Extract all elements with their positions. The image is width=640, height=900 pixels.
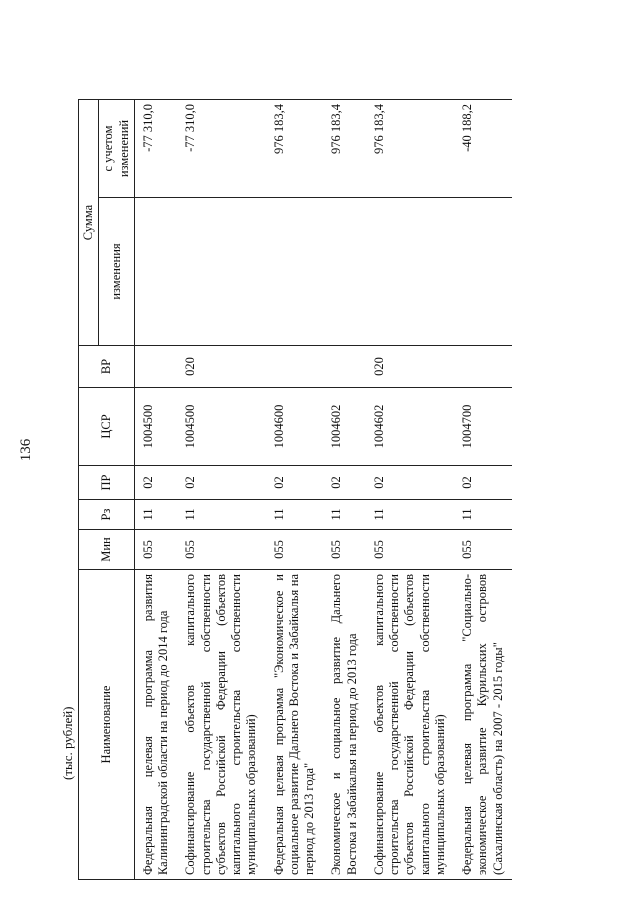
header-vr: ВР	[79, 346, 135, 388]
row-changes	[454, 198, 512, 346]
row-min: 055	[266, 530, 324, 570]
table-row	[177, 100, 265, 880]
row-changes	[134, 198, 177, 346]
row-min: 055	[366, 530, 454, 570]
row-vr	[323, 346, 366, 388]
row-changes	[177, 198, 265, 346]
table-header-row	[79, 100, 99, 880]
row-rz: 11	[454, 500, 512, 530]
row-changes	[266, 198, 324, 346]
row-vr	[134, 346, 177, 388]
row-min: 055	[454, 530, 512, 570]
row-with-changes: 976 183,4	[323, 100, 366, 198]
header-with-changes: с учетом изменений	[99, 100, 135, 198]
table-row	[454, 100, 512, 880]
table-row	[323, 100, 366, 880]
row-vr	[266, 346, 324, 388]
row-with-changes: -77 310,0	[177, 100, 265, 198]
row-changes	[323, 198, 366, 346]
header-pr: ПР	[79, 466, 135, 500]
row-name: Софинансирование объектов капитального строительства государственной собственности субъектов Российской Федерации (объектов капитального строительства собственности муниципальных образований)	[177, 570, 265, 880]
row-with-changes: -77 310,0	[134, 100, 177, 198]
header-name: Наименование	[79, 570, 135, 880]
row-rz: 11	[266, 500, 324, 530]
header-changes: изменения	[99, 198, 135, 346]
budget-table	[78, 99, 512, 880]
row-pr: 02	[366, 466, 454, 500]
row-csr: 1004700	[454, 388, 512, 466]
table-row	[366, 100, 454, 880]
header-csr: ЦСР	[79, 388, 135, 466]
header-min: Мин	[79, 530, 135, 570]
row-csr: 1004602	[366, 388, 454, 466]
row-vr	[454, 346, 512, 388]
page-number: 136	[18, 438, 34, 462]
row-name: Софинансирование объектов капитального строительства государственной собственности субъектов Российской Федерации (объектов капитального строительства собственности муниципальных образований)	[366, 570, 454, 880]
table-body	[134, 100, 512, 880]
row-with-changes: 976 183,4	[266, 100, 324, 198]
row-pr: 02	[454, 466, 512, 500]
row-rz: 11	[366, 500, 454, 530]
row-name: Федеральная целевая программа развития Калининградской области на период до 2014 года	[134, 570, 177, 880]
units-note: (тыс. рублей)	[60, 706, 75, 780]
header-sum: Сумма	[79, 100, 99, 346]
row-csr: 1004602	[323, 388, 366, 466]
row-min: 055	[134, 530, 177, 570]
row-name: Федеральная целевая программа "Социально-экономическое развитие Курильских островов (Сахалинская область) на 2007 - 2015 годы"	[454, 570, 512, 880]
row-name: Экономическое и социальное развитие Дальнего Востока и Забайкалья на период до 2013 года	[323, 570, 366, 880]
row-with-changes: -40 188,2	[454, 100, 512, 198]
row-with-changes: 976 183,4	[366, 100, 454, 198]
row-vr: 020	[177, 346, 265, 388]
row-rz: 11	[323, 500, 366, 530]
row-pr: 02	[134, 466, 177, 500]
table-row	[134, 100, 177, 880]
row-pr: 02	[323, 466, 366, 500]
row-pr: 02	[177, 466, 265, 500]
row-changes	[366, 198, 454, 346]
row-min: 055	[323, 530, 366, 570]
table-row	[266, 100, 324, 880]
row-vr: 020	[366, 346, 454, 388]
row-rz: 11	[134, 500, 177, 530]
row-name: Федеральная целевая программа "Экономическое и социальное развитие Дальнего Востока и Забайкалья на период до 2013 года"	[266, 570, 324, 880]
row-csr: 1004600	[266, 388, 324, 466]
row-pr: 02	[266, 466, 324, 500]
row-min: 055	[177, 530, 265, 570]
row-rz: 11	[177, 500, 265, 530]
row-csr: 1004500	[134, 388, 177, 466]
row-csr: 1004500	[177, 388, 265, 466]
header-rz: Рз	[79, 500, 135, 530]
